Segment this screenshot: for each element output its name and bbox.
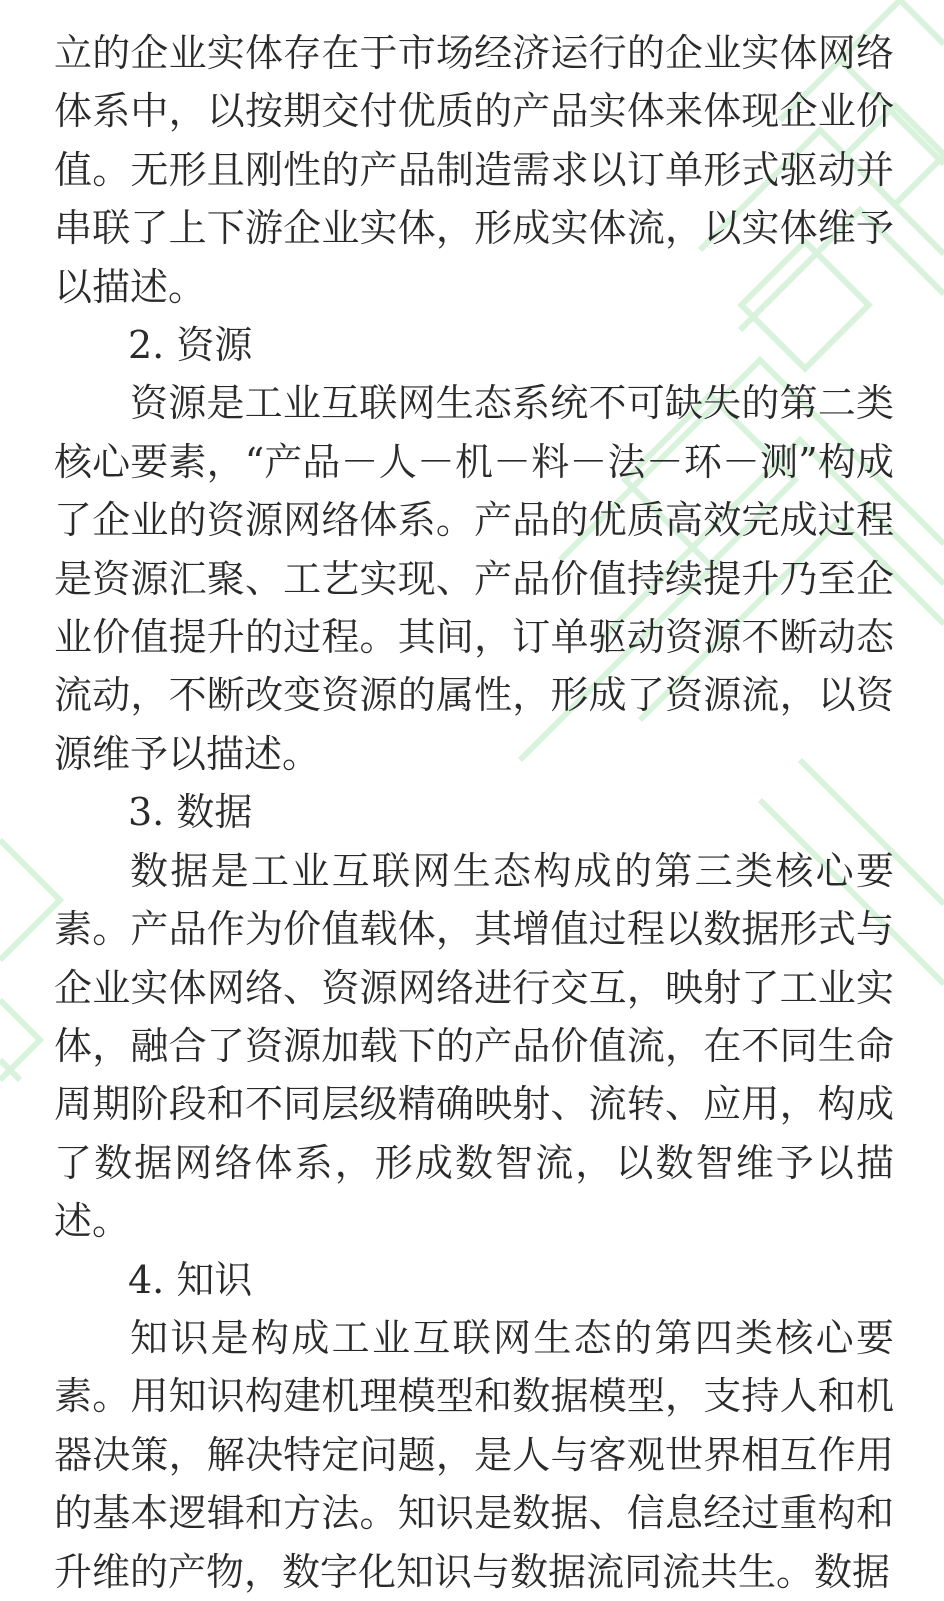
section-heading-knowledge: 4. 知识 — [128, 1257, 253, 1302]
section-heading-resources: 2. 资源 — [128, 323, 253, 368]
intro-paragraph: 立的企业实体存在于市场经济运行的企业实体网络体系中，以按期交付优质的产品实体来体现企业价值。无形且刚性的产品制造需求以订单形式驱动并串联了上下游企业实体，形成实体流，以实体维予以描述。 — [54, 31, 894, 309]
section-heading-data: 3. 数据 — [128, 790, 253, 835]
data-paragraph: 数据是工业互联网生态构成的第三类核心要素。产品作为价值载体，其增值过程以数据形式与企业实体网络、资源网络进行交互，映射了工业实体，融合了资源加载下的产品价值流，在不同生命周期阶段和不同层级精确映射、流转、应用，构成了数据网络体系，形成数智流，以数智维予以描述。 — [54, 848, 894, 1244]
knowledge-paragraph: 知识是构成工业互联网生态的第四类核心要素。用知识构建机理模型和数据模型，支持人和机器决策，解决特定问题，是人与客观世界相互作用的基本逻辑和方法。知识是数据、信息经过重构和升维的产物，数字化知识与数据流同流共生。数据 — [54, 1315, 894, 1594]
article-body — [54, 24, 894, 1601]
resources-paragraph: 资源是工业互联网生态系统不可缺失的第二类核心要素，“产品－人－机－料－法－环－测”构成了企业的资源网络体系。产品的优质高效完成过程是资源汇聚、工艺实现、产品价值持续提升乃至企业价值提升的过程。其间，订单驱动资源不断动态流动，不断改变资源的属性，形成了资源流，以资源维予以描述。 — [54, 381, 894, 776]
